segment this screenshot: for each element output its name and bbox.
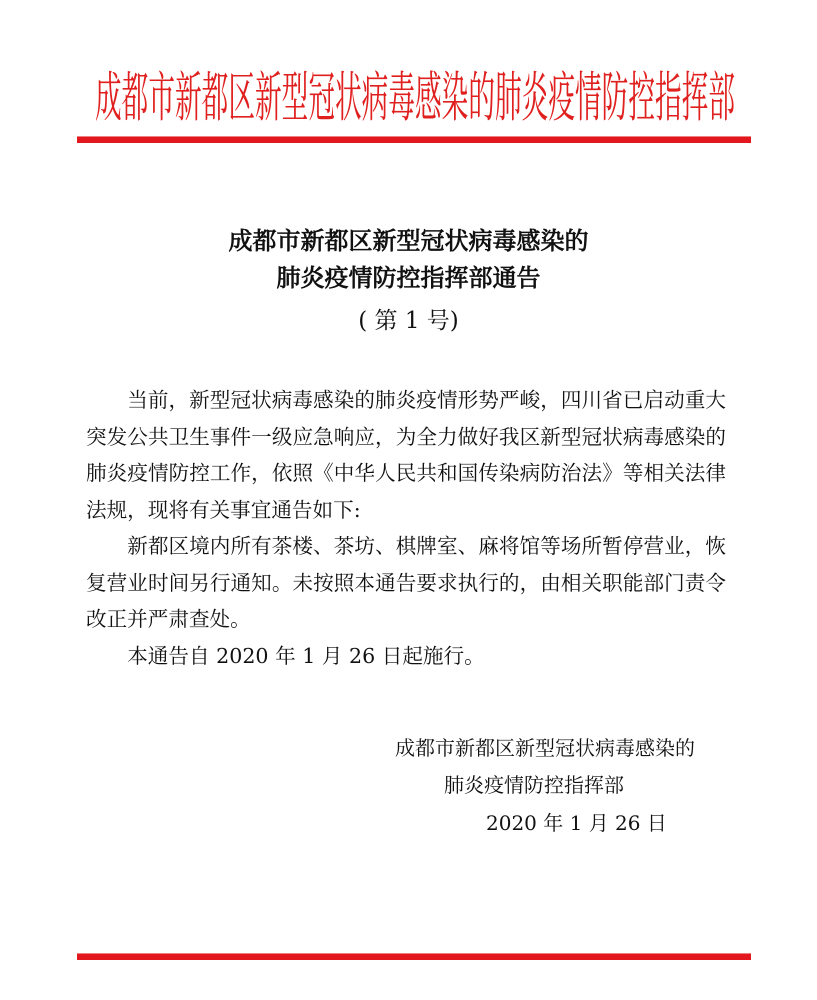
title-line-1: 成都市新都区新型冠状病毒感染的 <box>228 226 589 255</box>
bottom-red-rule <box>77 953 751 960</box>
masthead <box>95 58 735 128</box>
title-line-2: 肺炎疫情防控指挥部通告 <box>276 263 541 292</box>
masthead-svg <box>95 58 735 128</box>
notice-body <box>86 382 726 674</box>
paragraph: 新都区境内所有茶楼、茶坊、棋牌室、麻将馆等场所暂停营业，恢复营业时间另行通知。未按照本通告要求执行的，由相关职能部门责令改正并严肃查处。 <box>86 534 726 631</box>
signature-line-1: 成都市新都区新型冠状病毒感染的 <box>395 736 695 760</box>
masthead-title: 成都市新都区新型冠状病毒感染的肺炎疫情防控指挥部 <box>95 66 735 128</box>
top-red-rule <box>77 136 751 143</box>
paragraph: 当前，新型冠状病毒感染的肺炎疫情形势严峻，四川省已启动重大突发公共卫生事件一级应急响应，为全力做好我区新型冠状病毒感染的肺炎疫情防控工作，依照《中华人民共和国传染病防治法》等相关法律法规，现将有关事宜通告如下: <box>86 388 726 522</box>
signature-line-2: 肺炎疫情防控指挥部 <box>444 773 624 797</box>
signature-date: 2020 年 1 月 26 日 <box>486 811 667 835</box>
notice-title <box>0 222 817 296</box>
paragraph: 本通告自 2020 年 1 月 26 日起施行。 <box>127 643 485 668</box>
notice-number: ( 第 1 号) <box>358 308 459 334</box>
